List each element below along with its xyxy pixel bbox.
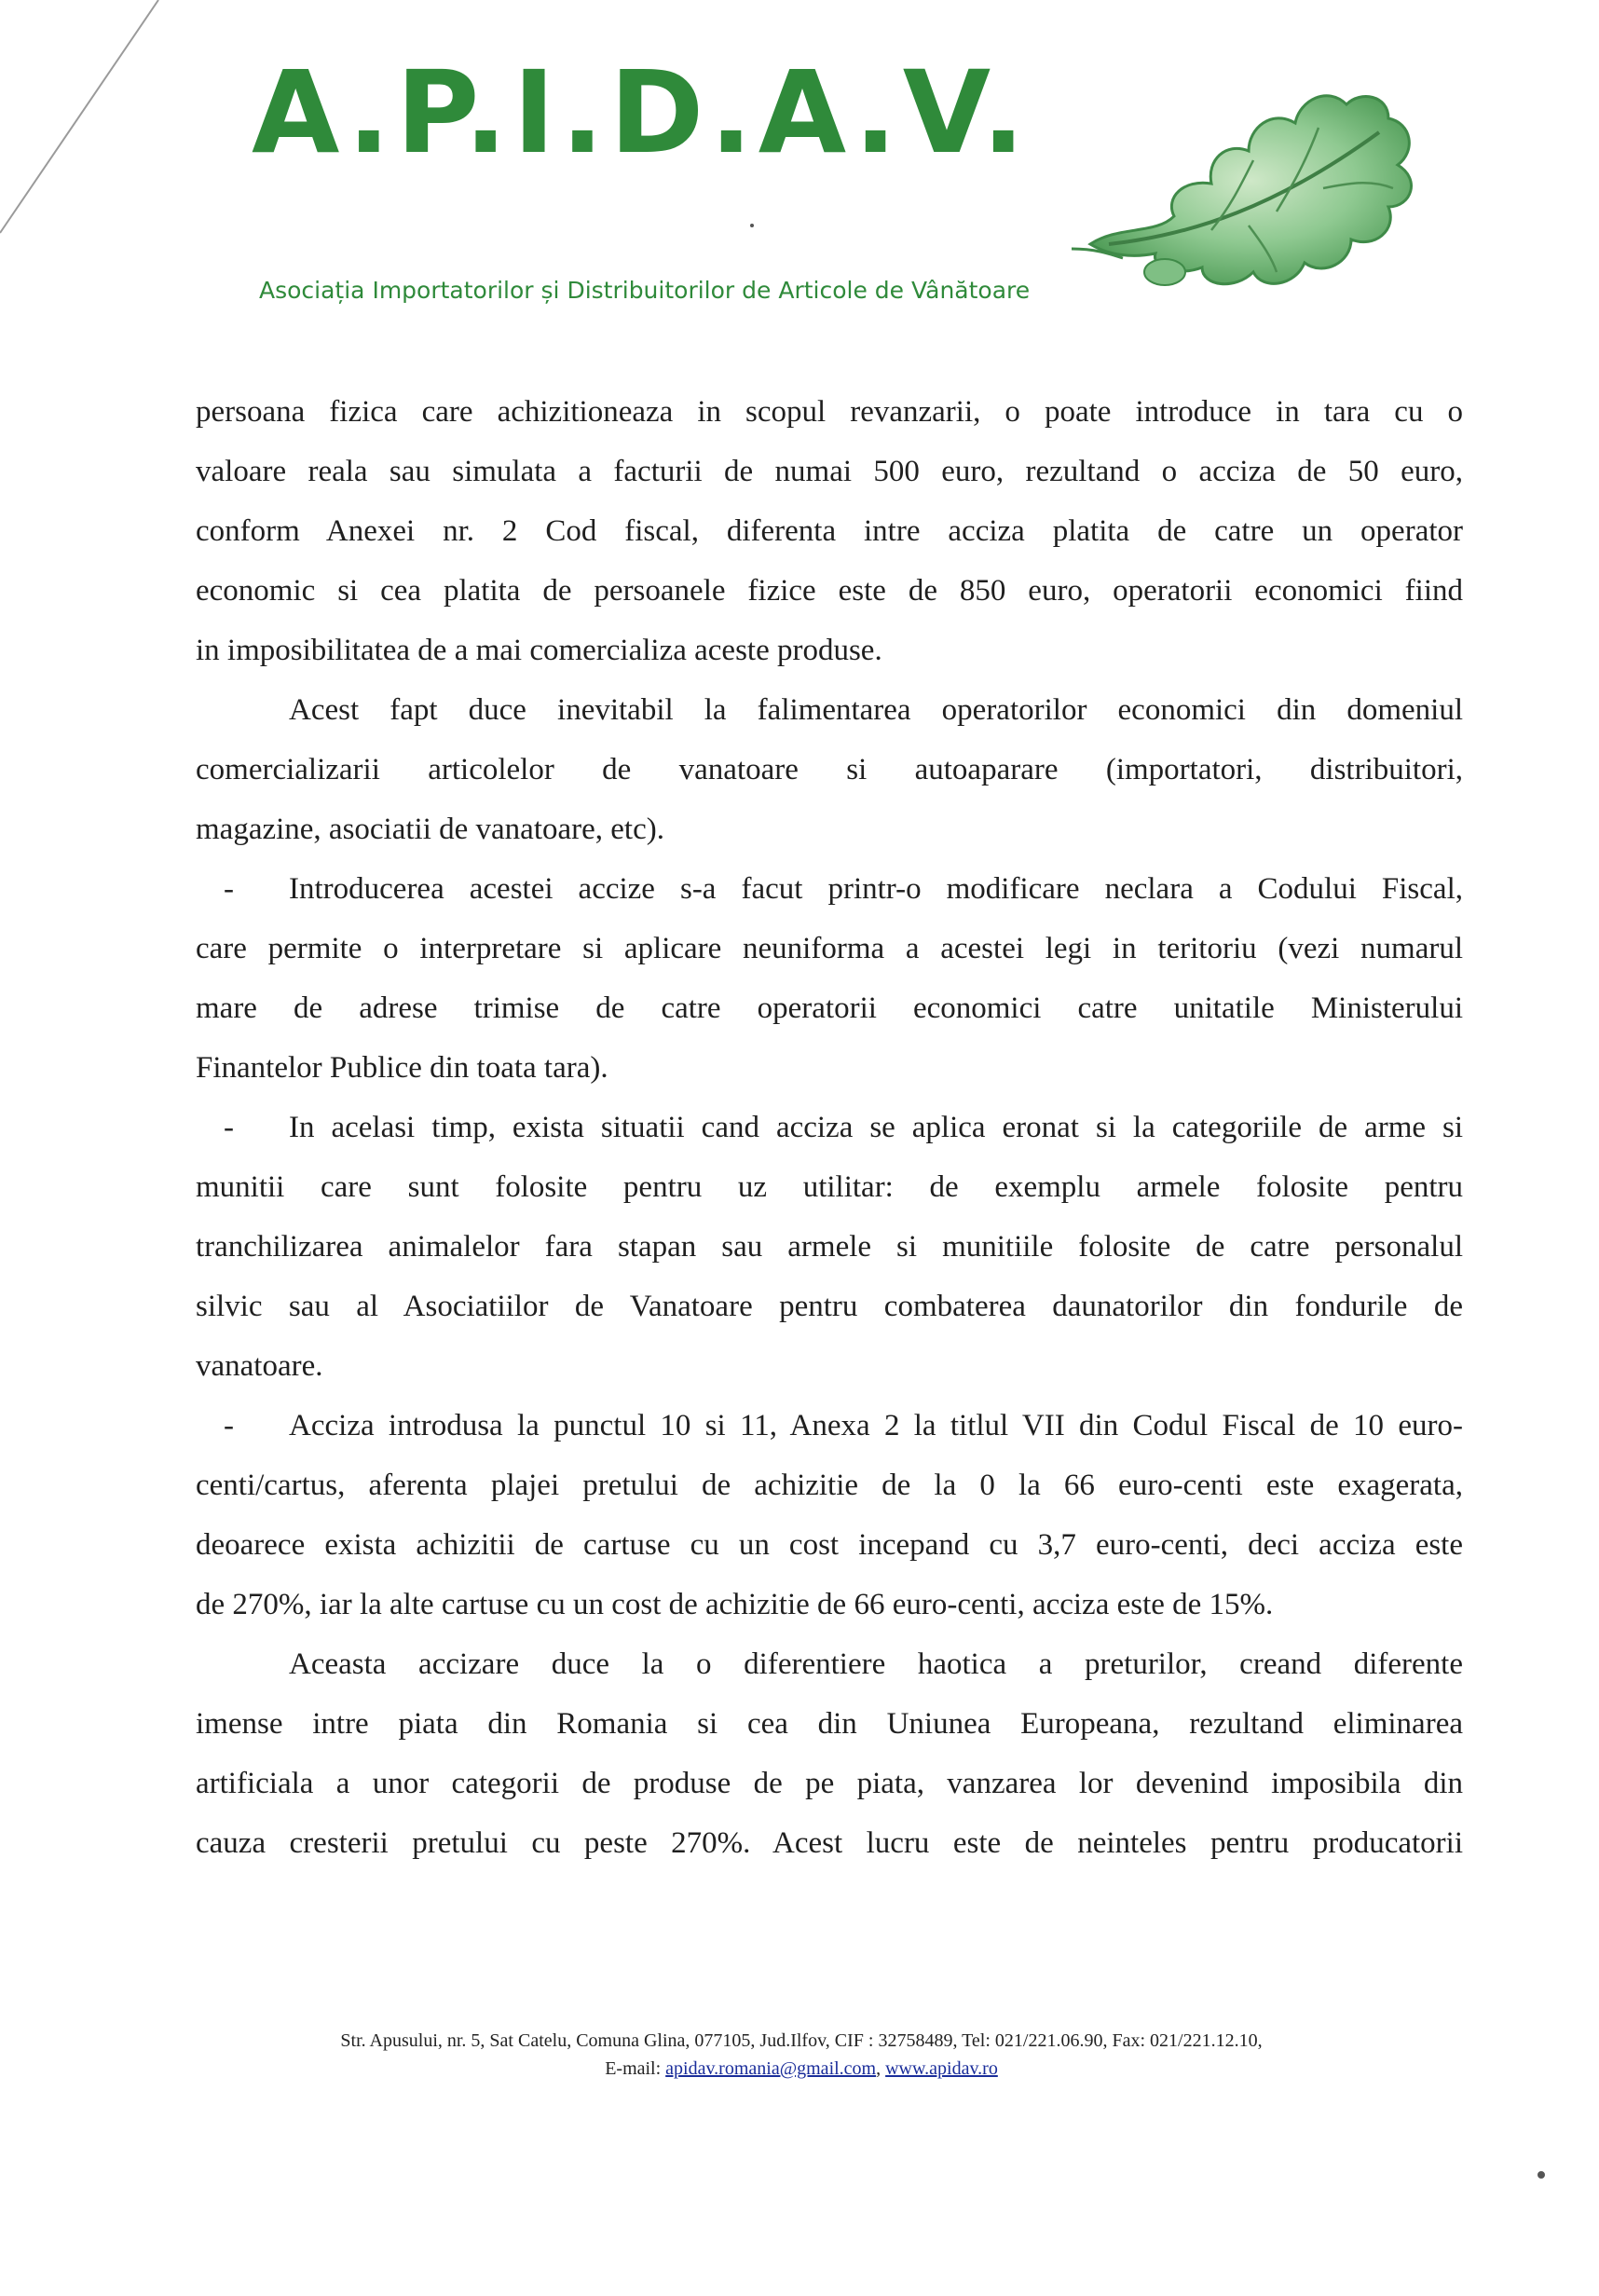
text-span: Introducerea acestei accize s-a facut printr-o modificare neclara a Codului Fiscal, [289, 872, 1463, 906]
text-line: imense intre piata din Romania si cea din Uniunea Europeana, rezultand eliminarea [196, 1707, 1463, 1741]
oak-leaf-icon [1053, 58, 1444, 319]
footer [186, 2027, 1416, 2083]
text-line: cauza cresterii pretului cu peste 270%. Acest lucru este de neinteles pentru producatorii [196, 1826, 1463, 1860]
paragraph [196, 680, 1463, 859]
text-line [196, 1396, 1463, 1456]
text-line: valoare reala sau simulata a facturii de numai 500 euro, rezultand o acciza de 50 euro, [196, 455, 1463, 488]
text-line: de 270%, iar la alte cartuse cu un cost de achizitie de 66 euro-centi, acciza este de 15%. [196, 1588, 1274, 1621]
email-label: E-mail: [605, 2058, 662, 2079]
scan-speck [1538, 2171, 1545, 2179]
text-line: tranchilizarea animalelor fara stapan sau armele si munitiile folosite de catre personalul [196, 1230, 1463, 1264]
footer-contact [186, 2055, 1416, 2083]
bullet-paragraph [196, 859, 1463, 1098]
bullet-paragraph [196, 1396, 1463, 1634]
separator: , [876, 2058, 882, 2079]
text-line: vanatoare. [196, 1349, 323, 1383]
text-line: silvic sau al Asociatiilor de Vanatoare pentru combaterea daunatorilor din fondurile de [196, 1290, 1463, 1323]
text-line: centi/cartus, aferenta plajei pretului de achizitie de la 0 la 66 euro-centi este exagerata, [196, 1469, 1463, 1502]
letter-body [196, 382, 1463, 1873]
scan-speck [750, 224, 754, 227]
text-line: care permite o interpretare si aplicare neuniforma a acestei legi in teritoriu (vezi numarul [196, 932, 1463, 965]
text-line: artificiala a unor categorii de produse de pe piata, vanzarea lor devenind imposibila din [196, 1767, 1463, 1800]
bullet-dash: - [224, 872, 234, 906]
logo-title: A.P.I.D.A.V. [252, 47, 1031, 179]
bullet-dash: - [224, 1409, 234, 1442]
bullet-paragraph [196, 1098, 1463, 1396]
text-line: persoana fizica care achizitioneaza in scopul revanzarii, o poate introduce in tara cu o [196, 395, 1463, 429]
text-span: Acciza introdusa la punctul 10 si 11, Anexa 2 la titlul VII din Codul Fiscal de 10 euro- [289, 1409, 1463, 1442]
paragraph [196, 1634, 1463, 1873]
bullet-dash: - [224, 1111, 234, 1144]
website-link[interactable]: www.apidav.ro [885, 2058, 998, 2079]
text-line: conform Anexei nr. 2 Cod fiscal, diferenta intre acciza platita de catre un operator [196, 514, 1463, 548]
text-line: Acest fapt duce inevitabil la falimentarea operatorilor economici din domeniul [289, 693, 1463, 727]
text-line: Aceasta accizare duce la o diferentiere haotica a preturilor, creand diferente [289, 1647, 1463, 1681]
paragraph [196, 382, 1463, 680]
text-line: deoarece exista achizitii de cartuse cu un cost incepand cu 3,7 euro-centi, deci acciza este [196, 1528, 1463, 1562]
footer-address: Str. Apusului, nr. 5, Sat Catelu, Comuna Glina, 077105, Jud.Ilfov, CIF : 32758489, Tel: 021/221.06.90, Fax: 021/221.12.10, [340, 2030, 1263, 2051]
text-line: magazine, asociatii de vanatoare, etc). [196, 813, 664, 846]
text-span: In acelasi timp, exista situatii cand acciza se aplica eronat si la categoriile de arme si [289, 1111, 1463, 1144]
email-link[interactable]: apidav.romania@gmail.com [665, 2058, 877, 2079]
text-line: comercializarii articolelor de vanatoare si autoaparare (importatori, distribuitori, [196, 753, 1463, 786]
text-line: in imposibilitatea de a mai comercializa aceste produse. [196, 634, 882, 667]
text-line [196, 1098, 1463, 1157]
text-line: munitii care sunt folosite pentru uz utilitar: de exemplu armele folosite pentru [196, 1170, 1463, 1204]
text-line: mare de adrese trimise de catre operatorii economici catre unitatile Ministerului [196, 991, 1463, 1025]
text-line: Finantelor Publice din toata tara). [196, 1051, 608, 1085]
text-line: economic si cea platita de persoanele fizice este de 850 euro, operatorii economici fiind [196, 574, 1463, 608]
association-name: Asociația Importatorilor și Distribuitorilor de Articole de Vânătoare [259, 277, 1031, 304]
text-line [196, 859, 1463, 919]
scan-edge-line [0, 0, 168, 242]
